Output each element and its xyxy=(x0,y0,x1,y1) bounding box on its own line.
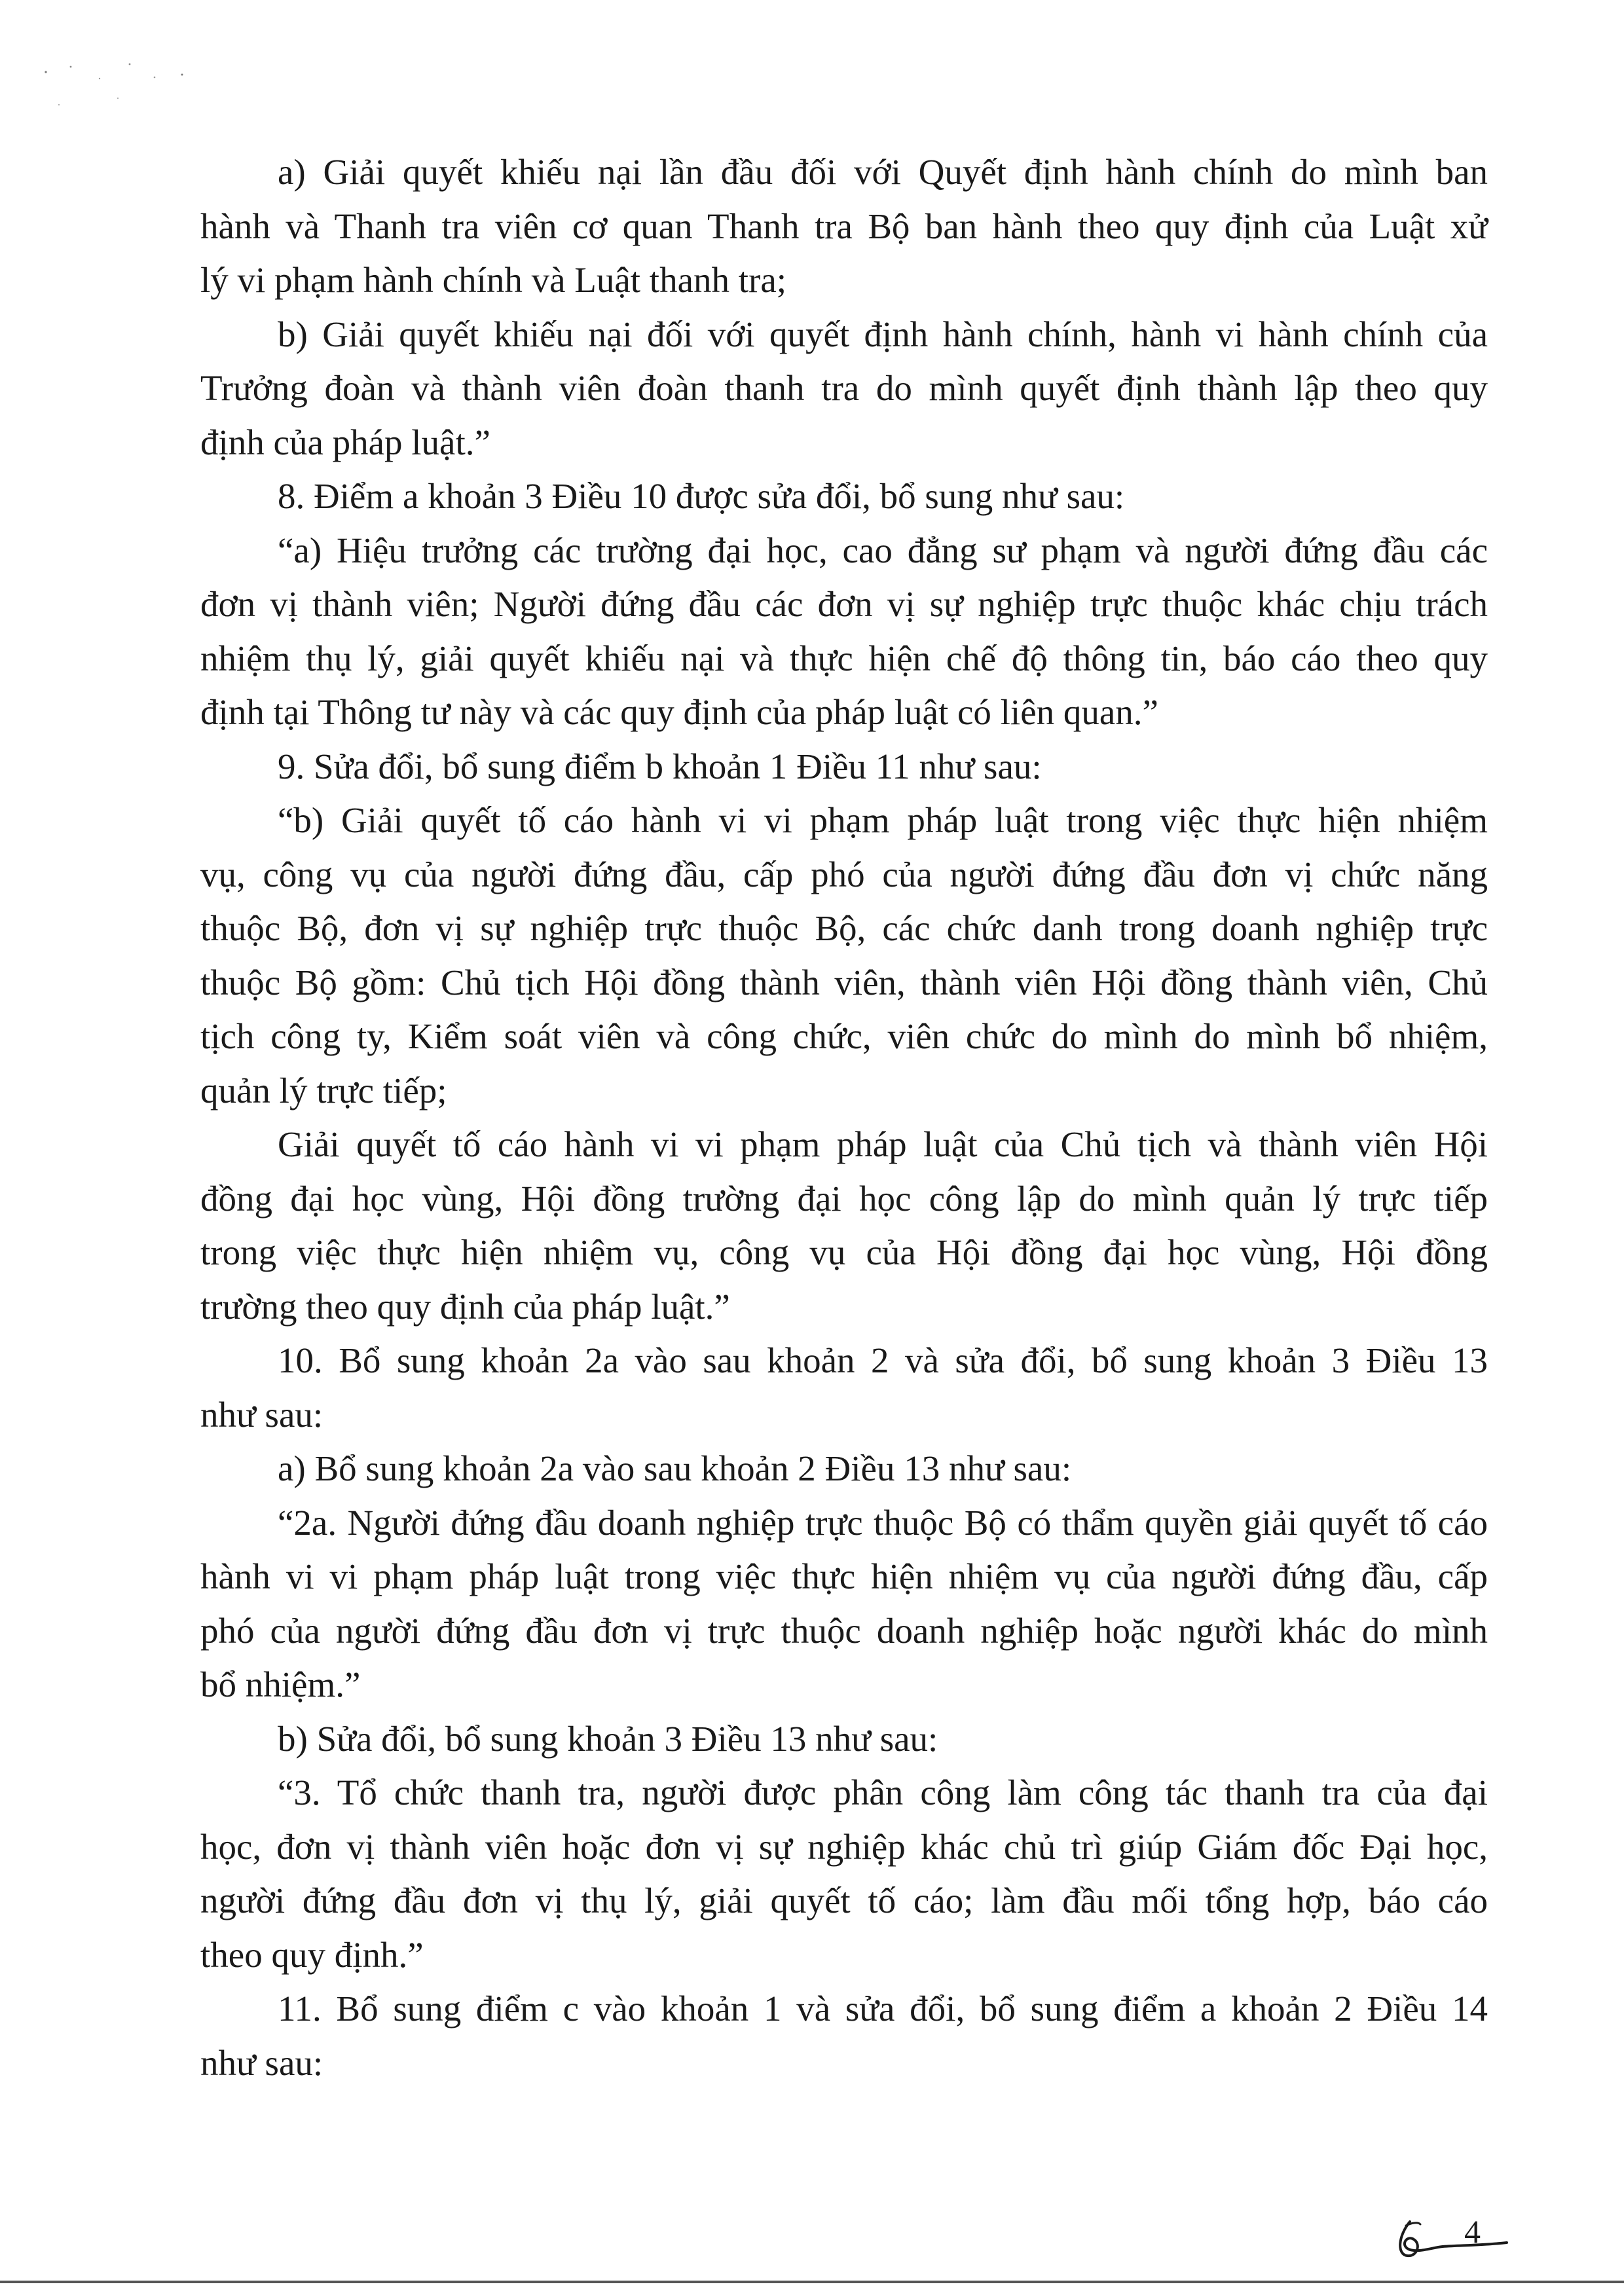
text-line: 9. Sửa đổi, bổ sung điểm b khoản 1 Điều 11 như sau: xyxy=(278,746,1042,786)
text-line: định tại Thông tư này và các quy định của pháp luật có liên quan.” xyxy=(200,692,1158,732)
paragraph xyxy=(200,1982,1488,2090)
text-line: “3. Tổ chức thanh tra, người được phân công làm công tác thanh tra của đại xyxy=(278,1772,1488,1812)
paragraph xyxy=(200,308,1488,470)
text-line: tịch công ty, Kiểm soát viên và công chức, viên chức do mình do mình bổ nhiệm, xyxy=(200,1016,1488,1056)
initials-signature xyxy=(1392,2216,1509,2262)
text-line: đồng đại học vùng, Hội đồng trường đại học công lập do mình quản lý trực tiếp xyxy=(200,1178,1488,1219)
text-line: Trưởng đoàn và thành viên đoàn thanh tra do mình quyết định thành lập theo quy xyxy=(200,368,1488,408)
paragraph xyxy=(200,1766,1488,1982)
paragraph xyxy=(200,794,1488,1118)
text-line: 10. Bổ sung khoản 2a vào sau khoản 2 và sửa đổi, bổ sung khoản 3 Điều 13 xyxy=(278,1340,1488,1380)
page-number: 4 xyxy=(1464,2213,1481,2250)
text-line: trong việc thực hiện nhiệm vụ, công vụ của Hội đồng đại học vùng, Hội đồng xyxy=(200,1232,1488,1272)
text-line: như sau: xyxy=(200,1394,323,1435)
text-line: “2a. Người đứng đầu doanh nghiệp trực thuộc Bộ có thẩm quyền giải quyết tố cáo xyxy=(278,1502,1488,1543)
paragraph xyxy=(200,145,1488,308)
scan-specks xyxy=(39,52,210,131)
text-line: hành và Thanh tra viên cơ quan Thanh tra Bộ ban hành theo quy định của Luật xử xyxy=(200,206,1488,246)
paragraph xyxy=(200,469,1488,524)
document-body xyxy=(200,145,1488,2090)
text-line: a) Giải quyết khiếu nại lần đầu đối với Quyết định hành chính do mình ban xyxy=(278,152,1488,192)
paragraph xyxy=(200,1712,1488,1767)
text-line: quản lý trực tiếp; xyxy=(200,1070,447,1111)
text-line: a) Bổ sung khoản 2a vào sau khoản 2 Điều 13 như sau: xyxy=(278,1448,1072,1488)
text-line: lý vi phạm hành chính và Luật thanh tra; xyxy=(200,260,787,300)
paragraph xyxy=(200,524,1488,740)
text-line: theo quy định.” xyxy=(200,1934,424,1975)
text-line: 11. Bổ sung điểm c vào khoản 1 và sửa đổi, bổ sung điểm a khoản 2 Điều 14 xyxy=(278,1989,1488,2029)
text-line: bổ nhiệm.” xyxy=(200,1664,361,1704)
text-line: người đứng đầu đơn vị thụ lý, giải quyết tố cáo; làm đầu mối tổng hợp, báo cáo xyxy=(200,1881,1488,1920)
text-line: nhiệm thụ lý, giải quyết khiếu nại và thực hiện chế độ thông tin, báo cáo theo quy xyxy=(200,638,1488,678)
text-line: thuộc Bộ gồm: Chủ tịch Hội đồng thành viên, thành viên Hội đồng thành viên, Chủ xyxy=(200,962,1488,1002)
paragraph xyxy=(200,1118,1488,1334)
paragraph xyxy=(200,1496,1488,1712)
text-line: phó của người đứng đầu đơn vị trực thuộc doanh nghiệp hoặc người khác do mình xyxy=(200,1610,1488,1651)
text-line: b) Sửa đổi, bổ sung khoản 3 Điều 13 như sau: xyxy=(278,1718,938,1759)
text-line: Giải quyết tố cáo hành vi vi phạm pháp luật của Chủ tịch và thành viên Hội xyxy=(278,1124,1488,1164)
text-line: “a) Hiệu trưởng các trường đại học, cao đẳng sư phạm và người đứng đầu các xyxy=(278,530,1488,570)
bottom-rule xyxy=(0,2281,1624,2283)
text-line: định của pháp luật.” xyxy=(200,422,490,462)
text-line: học, đơn vị thành viên hoặc đơn vị sự nghiệp khác chủ trì giúp Giám đốc Đại học, xyxy=(200,1826,1488,1867)
paragraph xyxy=(200,1442,1488,1496)
text-line: vụ, công vụ của người đứng đầu, cấp phó của người đứng đầu đơn vị chức năng xyxy=(200,854,1488,894)
text-line: b) Giải quyết khiếu nại đối với quyết định hành chính, hành vi hành chính của xyxy=(278,314,1488,354)
text-line: đơn vị thành viên; Người đứng đầu các đơn vị sự nghiệp trực thuộc khác chịu trách xyxy=(200,584,1488,624)
paragraph xyxy=(200,740,1488,794)
text-line: 8. Điểm a khoản 3 Điều 10 được sửa đổi, bổ sung như sau: xyxy=(278,476,1125,516)
text-line: thuộc Bộ, đơn vị sự nghiệp trực thuộc Bộ, các chức danh trong doanh nghiệp trực xyxy=(200,908,1488,948)
text-line: hành vi vi phạm pháp luật trong việc thực hiện nhiệm vụ của người đứng đầu, cấp xyxy=(200,1556,1488,1596)
text-line: trường theo quy định của pháp luật.” xyxy=(200,1286,730,1327)
text-line: như sau: xyxy=(200,2042,323,2083)
text-line: “b) Giải quyết tố cáo hành vi vi phạm pháp luật trong việc thực hiện nhiệm xyxy=(278,800,1488,840)
paragraph xyxy=(200,1334,1488,1442)
